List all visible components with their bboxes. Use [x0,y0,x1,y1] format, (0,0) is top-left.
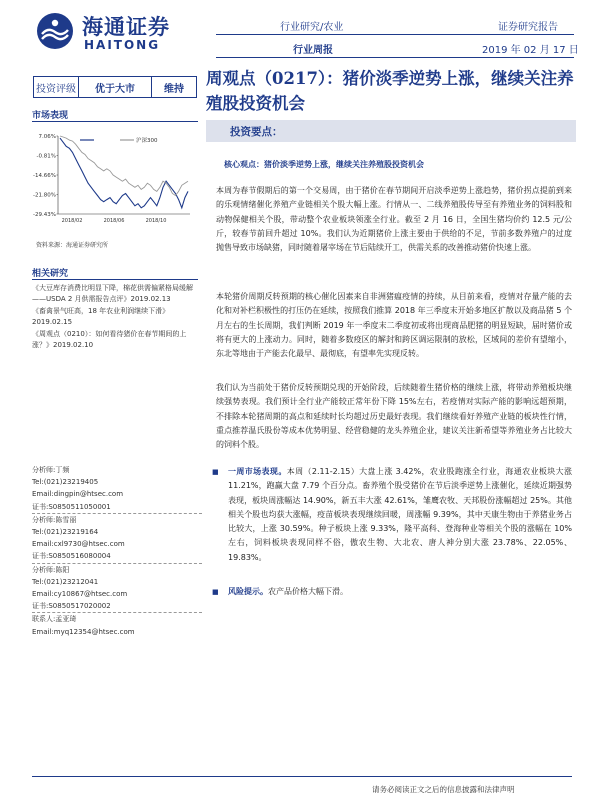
brand-name-cn: 海通证券 [82,14,170,39]
chart-y-tick-label: -21.80% [33,192,56,199]
related-list [32,283,202,352]
chart-y-tick-label: -0.81% [36,153,56,160]
rating-label: 投资评级 [34,77,79,97]
report-type: 证券研究报告 [498,22,558,33]
market-chart [28,128,198,230]
header-rule-bottom [216,57,574,58]
analyst-tel: Tel:(021)23219164 [32,528,99,537]
chart-y-tick-label: -29.43% [33,212,56,218]
chart-x-tick-label: 2018/06 [103,218,125,224]
related-item[interactable]: 《畜禽景气旺高，18 年农业利润继续下滑》2019.02.15 [32,307,170,326]
contact-name: 联系人:孟亚琦 [32,615,77,624]
risk-text: 农产品价格大幅下滑。 [268,587,348,596]
rating-status: 维持 [164,83,184,95]
rating-value: 优于大市 [79,77,152,97]
analyst-tel: Tel:(021)23219405 [32,478,99,487]
footer-rule [32,776,572,777]
analyst-email[interactable]: Email:cxl9730@htsec.com [32,540,125,549]
report-date: 2019 年 02 月 17 日 [482,45,579,56]
chart-legend-label: 沪深300 [136,138,158,144]
report-subcategory: 行业周报 [293,45,333,56]
analyst-tel: Tel:(021)23212041 [32,577,99,586]
analyst-email[interactable]: Email:cy10867@htsec.com [32,590,128,599]
analyst-cert: 证书:S0850516080004 [32,552,111,561]
analyst-name: 分析师:陈阳 [32,565,70,574]
related-rule [32,279,198,280]
header-rule-top [216,34,574,35]
paragraph-3: 我们认为当前处于猪价反转预期兑现的开始阶段，后续随着生猪价格的继续上涨，将带动养殖板块继续强势表现。我们预计全行业产能较正常年份下降 15%左右，若疫情对实际产能的影响远超预期，不排除本轮猪周期的高点和延续时长均超过历史最好表现。我们继续看好养殖产业链的板块性行情，重点推荐温氏股份等成本优势明显、经营稳健的龙头养殖企业，建议关注新希望等养殖业务占比较大的饲料个股。 [216,383,572,450]
chart-y-tick-label: 7.06% [38,134,56,140]
chart-source: 资料来源：海通证券研究所 [36,242,109,249]
chart-x-tick-label: 2018/10 [145,218,167,224]
market-heading: 市场表现 [32,111,69,121]
risk-paragraph [228,585,572,599]
core-view: 核心观点：猪价淡季逆势上涨，继续关注养殖股投资机会 [224,160,424,169]
weekly-paragraph [228,465,572,565]
related-item[interactable]: 《周观点（0210）：如何看待猪价在春节期间的上涨？》2019.02.10 [32,330,187,349]
paragraph-1: 本周为春节假期后的第一个交易周，由于猪价在春节期间开启淡季逆势上涨趋势，猪价拐点提前到来的乐观情绪催化养殖产业链相关个股大幅上涨。行情从一、二线养殖股传导至有养殖业务的饲料股和动物保健相关个股，带动整个农业板块领涨全行业。截至 2 月 16 日，全国生猪均价约 12.5 元/公斤，较春节前回升超过 10%。我们认为近期猪价上涨主要由于供给的不足，节前多数养殖户的过度抛售导致市场缺猪，同时随着屠宰场在节后陆续开工，供需关系的改善推动猪价快速上涨。 [216,186,572,253]
related-item[interactable]: 《大豆库存消费比明显下降，棉花供需偏紧格局缓解——USDA 2 月供需报告点评》2019.02.13 [32,284,193,303]
rating-box [33,76,197,98]
analyst-email[interactable]: Email:dingpin@htsec.com [32,490,124,499]
paragraph-2: 本轮猪价周期反转预期的核心催化因素来自非洲猪瘟疫情的持续，从目前来看，疫情对存量产能的去化和对补栏积极性的打压仍在延续，按照我们推算 2018 年三季度末开始多地区扩散以及商品猪 5 个月左右的生长周期，我们判断 2019 年一季度末二季度初或将出现商品肥猪的明显短缺，届时猪价或将有更大的上涨动力。同时，随着多数疫区的解封和跨区调运限制的放松，区域间的差价有望缩小，东北等地由于产能去化最早、最彻底，有望率先实现反转。 [216,292,572,359]
analyst-cert: 证书:S0850511050001 [32,502,111,511]
analyst-cert: 证书:S0850517020002 [32,602,111,611]
haitong-logo-icon [36,12,74,50]
chart-x-tick-label: 2018/02 [61,218,83,224]
analyst-name: 分析师:丁频 [32,466,70,474]
footer-disclaimer: 请务必阅读正文之后的信息披露和法律声明 [372,785,515,794]
weekly-lead: 一周市场表现。 [228,467,287,476]
bullet-square-icon: ■ [212,588,219,596]
market-rule [32,121,198,122]
report-category: 行业研究/农业 [280,22,344,33]
analyst-list [32,464,202,638]
related-heading: 相关研究 [32,269,69,279]
contact-email[interactable]: Email:myq12354@htsec.com [32,627,135,636]
weekly-text: 本周（2.11-2.15）大盘上涨 3.42%，农业股跑涨全行业，海通农业板块大涨 11.21%，跑赢大盘 7.79 个百分点。畜养殖个股受猪价在节后淡季逆势上涨催化，延续近期强势表现，板块周涨幅达 14.90%，新五丰大涨 42.61%，雏鹰农牧、天邦股份涨幅超过 25%。其他相关个股也均获大涨幅，疫苗板块表现继续回暖，周涨幅 9.39%，其中天康生物由于养猪业务占比较大，上涨 30.59%。种子板块上涨 9.33%，隆平高科、登海种业等相关个股的涨幅在 10%左右，饲料板块表现同样不俗，傲农生物、大北农、唐人神分别大涨 23.78%、22.05%、19.83%。 [228,467,573,562]
risk-lead: 风险提示。 [228,587,268,596]
bullet-square-icon: ■ [212,468,219,476]
chart-y-tick-label: -14.66% [33,173,56,179]
analyst-name: 分析师:陈雪丽 [32,515,77,524]
keypoints-label: 投资要点： [230,126,283,138]
brand-name-en: HAITONG [84,38,161,52]
report-title: 周观点（0217）：猪价淡季逆势上涨，继续关注养殖股投资机会 [206,69,574,113]
